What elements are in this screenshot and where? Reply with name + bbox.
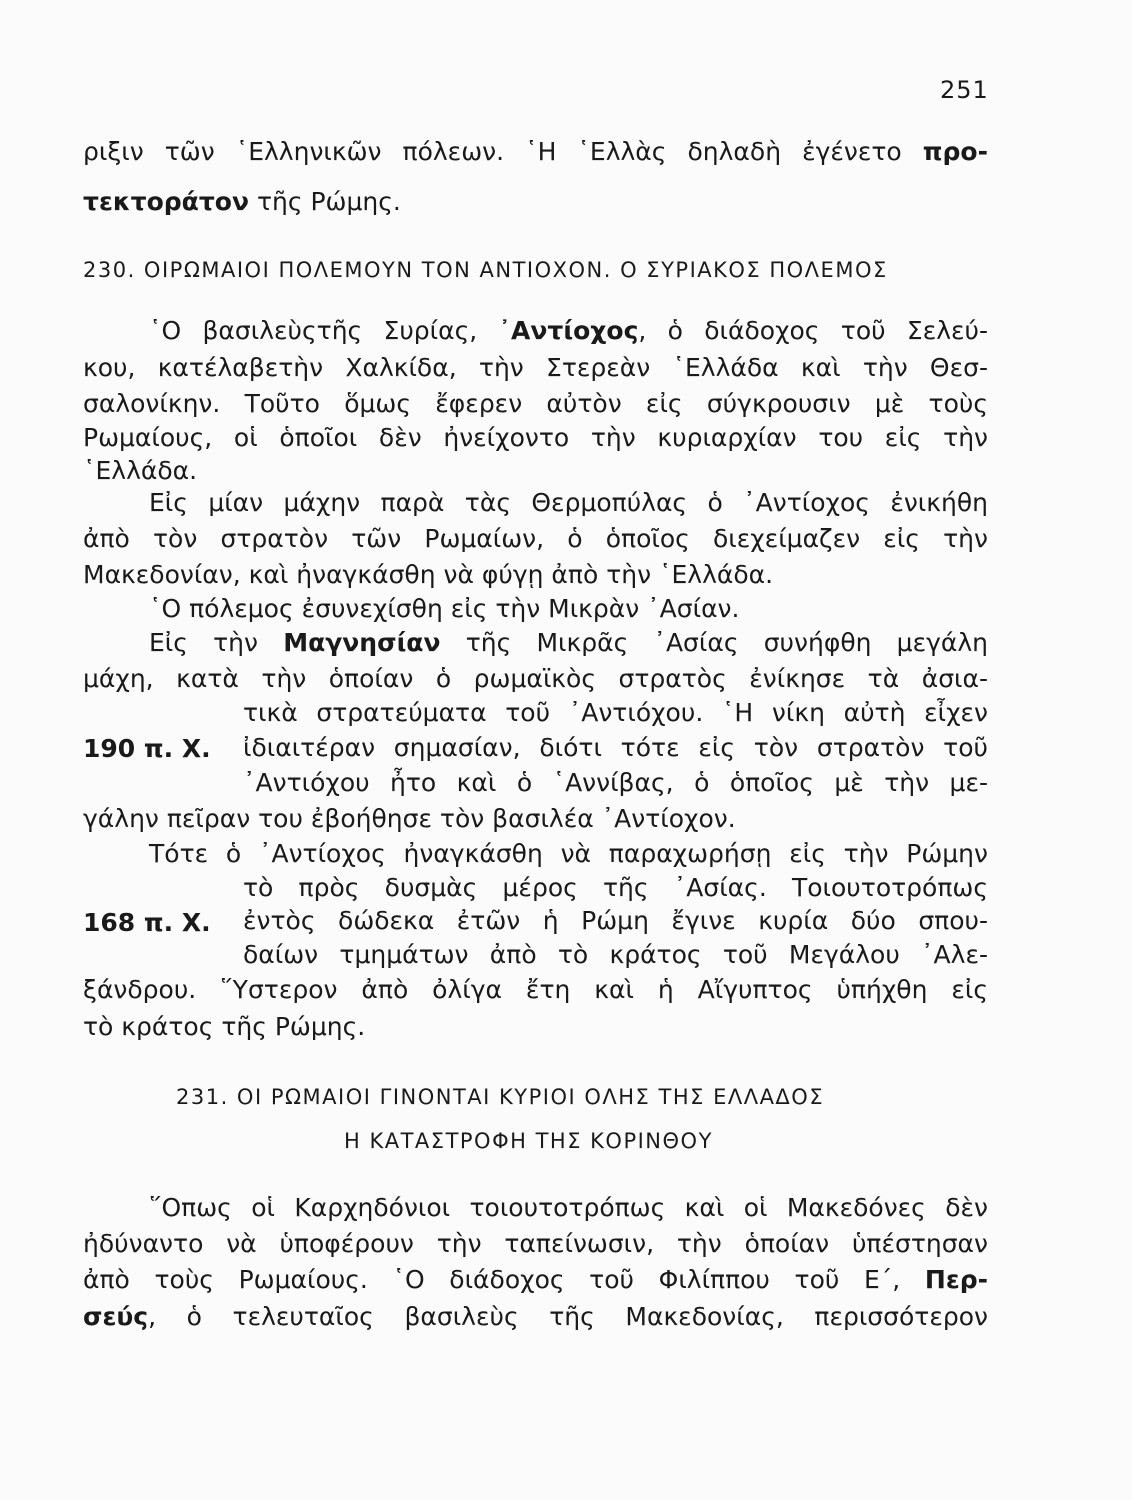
text-line: ἠδύναντο νὰ ὑποφέρουν τὴν ταπείνωσιν, τὴν ὁποίαν ὑπέστησαν bbox=[83, 1229, 988, 1258]
text-span: τῆς Ρώμης. bbox=[249, 187, 401, 216]
text-span: Εἰς τὴν bbox=[149, 628, 284, 657]
margin-date: 168 π. Χ. bbox=[83, 908, 211, 937]
text-line: τὸ κράτος τῆς Ρώμης. bbox=[83, 1012, 366, 1041]
text-line bbox=[83, 137, 988, 167]
text-line bbox=[83, 1302, 988, 1332]
text-span: ἀπὸ τοὺς Ρωμαίους. bbox=[83, 1265, 393, 1294]
text-line: ἐντὸς δώδεκα ἐτῶν ἡ Ρώμη ἔγινε κυρία δύο σπου- bbox=[243, 906, 988, 935]
margin-date: 190 π. Χ. bbox=[83, 734, 211, 763]
text-line bbox=[83, 187, 401, 217]
bold-term: τεκτοράτον bbox=[83, 187, 249, 216]
text-line: ξάνδρου. ῞Υστερον ἀπὸ ὀλίγα ἔτη καὶ ἡ Αἴγυπτος ὑπήχθη εἰς bbox=[83, 975, 988, 1004]
text-line: σαλονίκην. Τοῦτο ὅμως ἔφερεν αὐτὸν εἰς σύγκρουσιν μὲ τοὺς bbox=[83, 389, 988, 418]
text-span: ῾Ο διάδοχος τοῦ Φιλίππου τοῦ Ε΄, bbox=[392, 1265, 925, 1294]
text-line: τικὰ στρατεύματα τοῦ ᾿Αντιόχου. ῾Η νίκη αὐτὴ εἶχεν bbox=[243, 698, 988, 727]
text-line: γάλην πεῖραν του ἐβοήθησε τὸν βασιλέα ᾿Αντίοχον. bbox=[83, 804, 736, 833]
text-line bbox=[149, 316, 988, 346]
section-heading: 230. ΟΙΡΩΜΑΙΟΙ ΠΟΛΕΜΟΥΝ ΤΟΝ ΑΝΤΙΟΧΟΝ. Ο ΣΥΡΙΑΚΟΣ ΠΟΛΕΜΟΣ bbox=[83, 258, 888, 282]
text-line: ἰδιαιτέραν σημασίαν, διότι τότε εἰς τὸν στρατὸν τοῦ bbox=[243, 733, 988, 762]
text-line bbox=[83, 1265, 988, 1295]
text-span: ριξιν τῶν ῾Ελληνικῶν πόλεων. ῾Η ῾Ελλὰς δηλαδὴ ἐγένετο bbox=[83, 137, 923, 166]
bold-term: Μαγνησίαν bbox=[283, 628, 441, 657]
bold-term: σεύς bbox=[83, 1302, 149, 1331]
text-line: Μακεδονίαν, καὶ ἠναγκάσθη νὰ φύγῃ ἀπὸ τὴν ῾Ελλάδα. bbox=[83, 560, 774, 589]
text-span: τῆς Μικρᾶς ᾿Ασίας συνήφθη μεγάλη bbox=[440, 628, 988, 657]
bold-term: Περ- bbox=[924, 1265, 989, 1294]
bold-term: ᾿Αντίοχος bbox=[498, 316, 639, 345]
text-span: , ὁ διάδοχος τοῦ Σελεύ- bbox=[638, 316, 988, 345]
text-line: δαίων τμημάτων ἀπὸ τὸ κράτος τοῦ Μεγάλου ᾿Αλε- bbox=[243, 940, 988, 969]
text-line: τὸ πρὸς δυσμὰς μέρος τῆς ᾿Ασίας. Τοιουτοτρόπως bbox=[243, 873, 988, 902]
bold-term: προ- bbox=[922, 137, 988, 166]
text-line: Ρωμαίους, οἱ ὁποῖοι δὲν ἠνείχοντο τὴν κυριαρχίαν του εἰς τὴν bbox=[83, 423, 988, 452]
section-subheading: Η ΚΑΤΑΣΤΡΟΦΗ ΤΗΣ ΚΟΡΙΝΘΟΥ bbox=[344, 1129, 713, 1153]
text-span: , ὁ τελευταῖος βασιλεὺς τῆς Μακεδονίας, περισσότερον bbox=[148, 1302, 988, 1331]
text-line: κου, κατέλαβετὴν Χαλκίδα, τὴν Στερεὰν ῾Ελλάδα καὶ τὴν Θεσ- bbox=[83, 353, 988, 382]
text-line: ᾿Αντιόχου ἦτο καὶ ὁ ῾Αννίβας, ὁ ὁποῖος μὲ τὴν με- bbox=[243, 768, 988, 797]
text-line: μάχη, κατὰ τὴν ὁποίαν ὁ ρωμαϊκὸς στρατὸς ἐνίκησε τὰ ἀσια- bbox=[83, 664, 988, 693]
section-heading: 231. ΟΙ ΡΩΜΑΙΟΙ ΓΙΝΟΝΤΑΙ ΚΥΡΙΟΙ ΟΛΗΣ ΤΗΣ ΕΛΛΑΔΟΣ bbox=[176, 1085, 825, 1109]
text-span: ῾Ο βασιλεὺςτῆς Συρίας, bbox=[149, 316, 499, 345]
text-line bbox=[149, 628, 988, 658]
text-line: Τότε ὁ ᾿Αντίοχος ἠναγκάσθη νὰ παραχωρήσῃ εἰς τὴν Ρώμην bbox=[149, 839, 988, 868]
text-line: ῞Οπως οἱ Καρχηδόνιοι τοιουτοτρόπως καὶ οἱ Μακεδόνες δὲν bbox=[149, 1193, 988, 1222]
text-line: Εἰς μίαν μάχην παρὰ τὰς Θερμοπύλας ὁ ᾿Αντίοχος ἐνικήθη bbox=[149, 488, 988, 517]
text-line: ῾Ελλάδα. bbox=[83, 456, 198, 485]
text-line: ἀπὸ τὸν στρατὸν τῶν Ρωμαίων, ὁ ὁποῖος διεχείμαζεν εἰς τὴν bbox=[83, 524, 988, 553]
page-number: 251 bbox=[940, 76, 989, 104]
text-line: ῾Ο πόλεμος ἐσυνεχίσθη εἰς τὴν Μικρὰν ᾿Ασίαν. bbox=[149, 594, 740, 623]
